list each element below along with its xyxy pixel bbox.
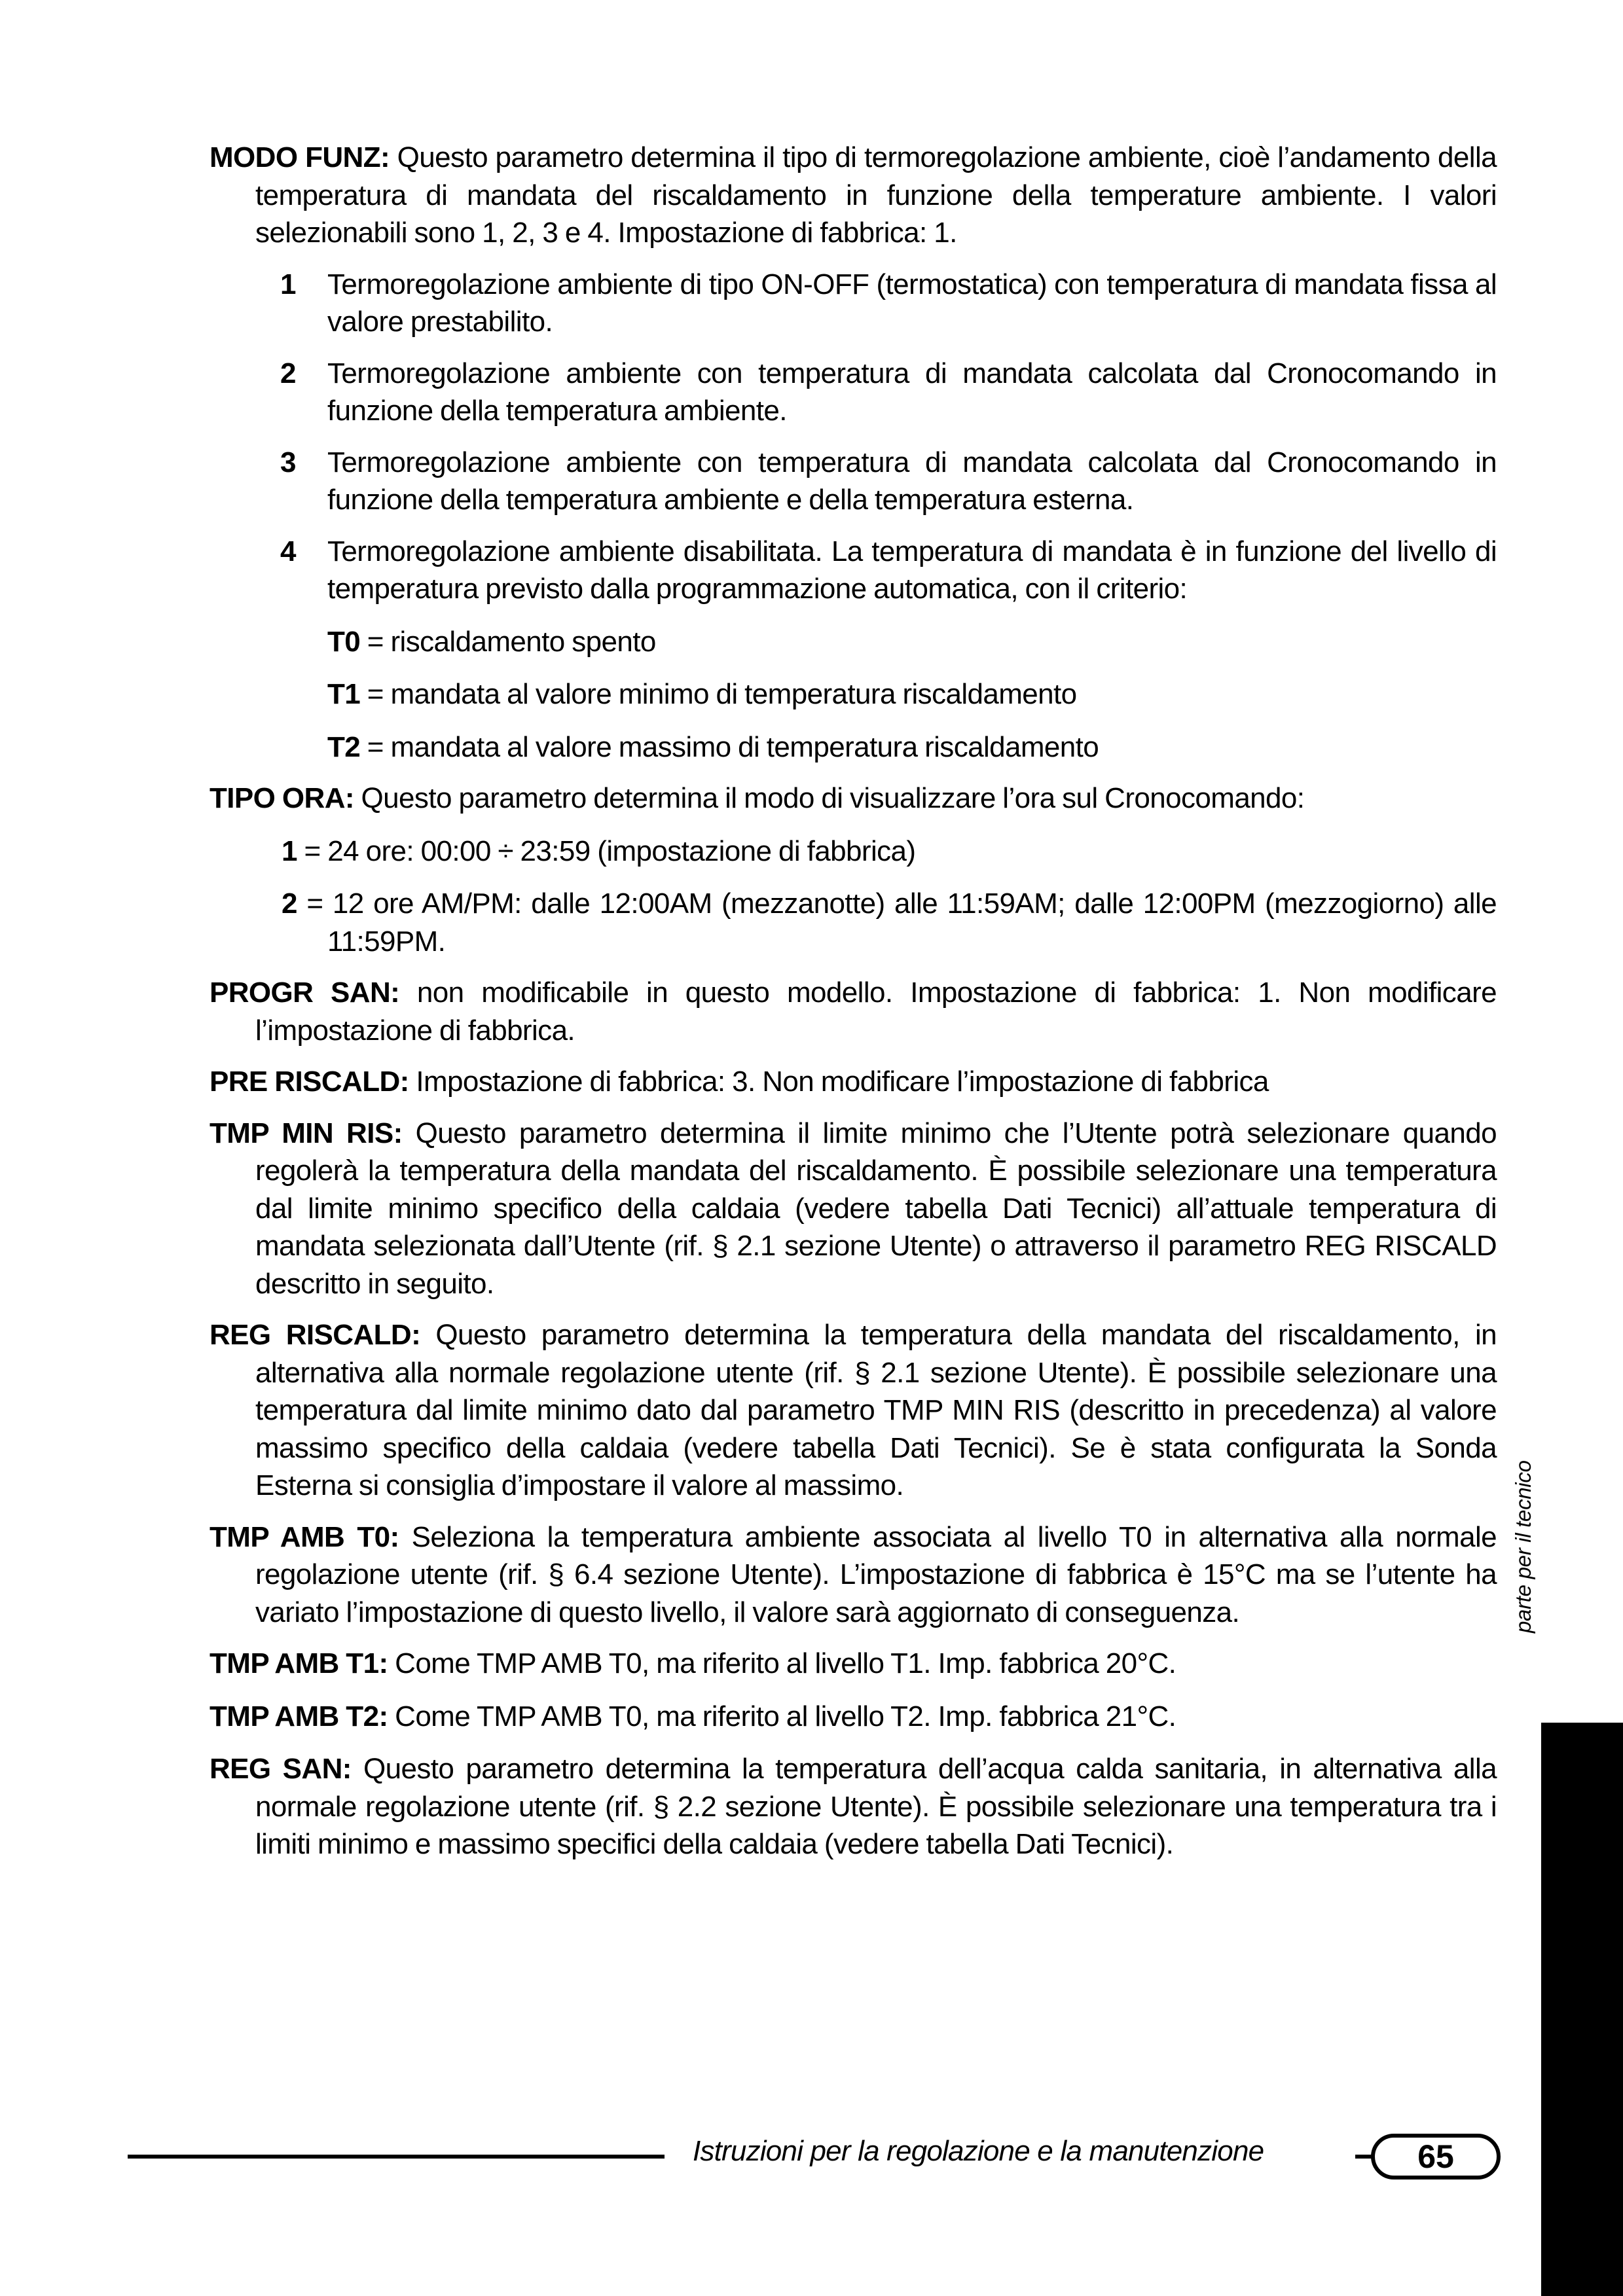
param-term: MODO FUNZ: (210, 141, 390, 173)
param-description: Questo parametro determina la temperatura dell’acqua calda sanitaria, in alternativa alla normale regolazione utente (rif. § 2.2 sezione Utente). È possibile selezionare una temperatura tra i limiti minimo e massimo specifici della caldaia (vedere tabella Dati Tecnici). (255, 1753, 1497, 1860)
time-format-option-2 (210, 885, 1497, 960)
param-term: TMP AMB T0: (210, 1520, 399, 1553)
option-text: Termoregolazione ambiente con temperatura di mandata calcolata dal Cronocomando in funzione della temperatura ambiente e della temperatura esterna. (327, 446, 1497, 516)
mode-option-2 (210, 355, 1497, 430)
criterion-key: T0 (327, 625, 361, 658)
param-description: Questo parametro determina il tipo di termoregolazione ambiente, cioè l’andamento della temperatura di mandata del riscaldamento in funzione della temperature ambiente. I valori selezionabili sono 1, 2, 3 e 4. Impostazione di fabbrica: 1. (255, 141, 1497, 249)
footer-rule (128, 2155, 665, 2159)
criterion-text: = mandata al valore massimo di temperatura riscaldamento (360, 730, 1099, 763)
criterion-text: = mandata al valore minimo di temperatura riscaldamento (360, 678, 1077, 710)
param-description: Come TMP AMB T0, ma riferito al livello T2. Imp. fabbrica 21°C. (388, 1700, 1176, 1732)
section-side-label: parte per il tecnico (1511, 1460, 1535, 1633)
footer-connector (1355, 2155, 1372, 2159)
mode-option-4 (210, 533, 1497, 608)
param-progr-san (210, 974, 1497, 1049)
option-number: 3 (280, 446, 296, 478)
param-term: PROGR SAN: (210, 977, 400, 1009)
param-description: Questo parametro determina la temperatura della mandata del riscaldamento, in alternativa alla normale regolazione utente (rif. § 2.1 sezione Utente). È possibile selezionare una temperatura dal limite minimo dato dal parametro TMP MIN RIS (descritto in precedenza) al valore massimo specifico della caldaia (vedere tabella Dati Tecnici). Se è stata configurata la Sonda Esterna si consiglia d’impostare il valore al massimo. (255, 1319, 1497, 1501)
criterion-t1 (210, 675, 1497, 713)
param-term: REG RISCALD: (210, 1319, 421, 1351)
param-description: Questo parametro determina il modo di visualizzare l’ora sul Cronocomando: (354, 782, 1305, 814)
param-description: non modificabile in questo modello. Impostazione di fabbrica: 1. Non modificare l’impostazione di fabbrica. (255, 977, 1497, 1047)
param-pre-riscald (210, 1063, 1497, 1101)
option-text: = 24 ore: 00:00 ÷ 23:59 (impostazione di fabbrica) (297, 834, 916, 867)
section-thumb-tab (1541, 1723, 1623, 2296)
param-term: TIPO ORA: (210, 782, 354, 814)
param-tmp-amb-t2 (210, 1698, 1497, 1736)
param-term: PRE RISCALD: (210, 1066, 409, 1098)
param-term: TMP MIN RIS: (210, 1117, 403, 1149)
param-description: Impostazione di fabbrica: 3. Non modificare l’impostazione di fabbrica (409, 1066, 1269, 1098)
option-text: Termoregolazione ambiente di tipo ON-OFF (termostatica) con temperatura di mandata fissa al valore prestabilito. (327, 268, 1497, 338)
param-term: TMP AMB T1: (210, 1647, 388, 1679)
option-text: Termoregolazione ambiente disabilitata. La temperatura di mandata è in funzione del livello di temperatura previsto dalla programmazione automatica, con il criterio: (327, 535, 1497, 605)
criterion-t0 (210, 623, 1497, 661)
option-text: Termoregolazione ambiente con temperatura di mandata calcolata dal Cronocomando in funzione della temperatura ambiente. (327, 357, 1497, 427)
param-description: Questo parametro determina il limite minimo che l’Utente potrà selezionare quando regolerà la temperatura della mandata del riscaldamento. È possibile selezionare una temperatura dal limite minimo specifico della caldaia (vedere tabella Dati Tecnici) all’attuale temperatura di mandata selezionata dall’Utente (rif. § 2.1 sezione Utente) o attraverso il parametro REG RISCALD descritto in seguito. (255, 1117, 1497, 1300)
option-number: 2 (280, 357, 296, 389)
option-text: = 12 ore AM/PM: dalle 12:00AM (mezzanotte) alle 11:59AM; dalle 12:00PM (mezzogiorno) alle 11:59PM. (297, 888, 1497, 958)
option-key: 2 (282, 888, 297, 920)
criterion-text: = riscaldamento spento (360, 625, 656, 658)
footer-title: Istruzioni per la regolazione e la manutenzione (693, 2135, 1264, 2167)
time-format-option-1 (210, 833, 1497, 870)
param-reg-riscald (210, 1316, 1497, 1505)
option-number: 4 (280, 535, 296, 567)
mode-option-3 (210, 444, 1497, 519)
param-modo-funz (210, 139, 1497, 252)
option-key: 1 (282, 834, 297, 867)
option-number: 1 (280, 268, 296, 300)
param-tmp-amb-t0 (210, 1518, 1497, 1632)
criterion-key: T2 (327, 730, 361, 763)
mode-option-1 (210, 266, 1497, 341)
criterion-key: T1 (327, 678, 361, 710)
param-tmp-amb-t1 (210, 1645, 1497, 1683)
page-number: 65 (1371, 2134, 1501, 2179)
document-body (210, 139, 1497, 1877)
param-tmp-min-ris (210, 1115, 1497, 1303)
param-term: TMP AMB T2: (210, 1700, 388, 1732)
param-term: REG SAN: (210, 1753, 352, 1785)
param-reg-san (210, 1750, 1497, 1863)
criterion-t2 (210, 728, 1497, 766)
param-description: Come TMP AMB T0, ma riferito al livello T1. Imp. fabbrica 20°C. (388, 1647, 1176, 1679)
param-description: Seleziona la temperatura ambiente associata al livello T0 in alternativa alla normale regolazione utente (rif. § 6.4 sezione Utente). L’impostazione di fabbrica è 15°C ma se l’utente ha variato l’impostazione di questo livello, il valore sarà aggiornato di conseguenza. (255, 1520, 1497, 1628)
param-tipo-ora (210, 780, 1497, 817)
